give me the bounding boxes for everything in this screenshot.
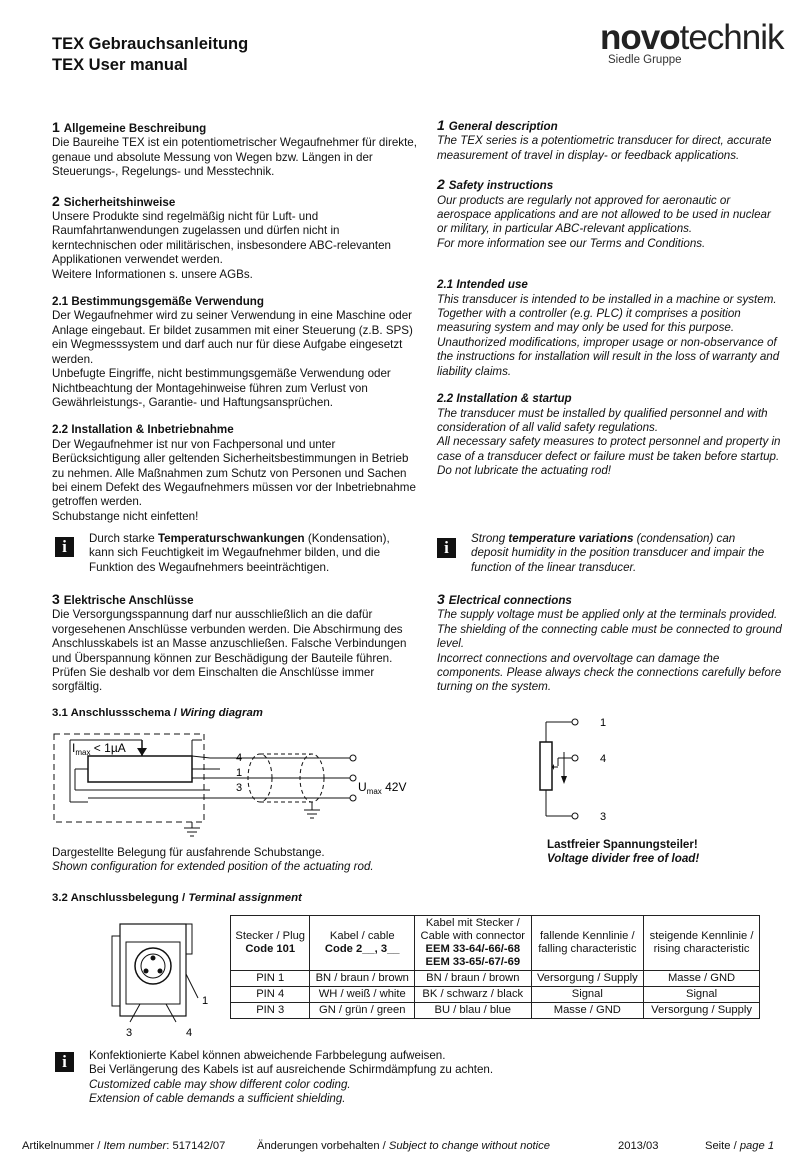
divider-pin-4: 4 [600, 753, 607, 765]
document-title: TEX Gebrauchsanleitung TEX User manual [52, 35, 249, 74]
novotechnik-logo: novotechnik [600, 18, 784, 57]
en-s21-body1: This transducer is intended to be installed in a machine or system. Together with a controller (e.g. PLC) it comprises a position measuring system and may only be used for this purpose. [437, 292, 777, 335]
en-s1-body: The TEX series is a potentiometric transducer for direct, accurate measurement of travel in display- or feedback applications. [437, 134, 772, 162]
de-s2-more: Weitere Informationen s. unsere AGBs. [52, 267, 253, 281]
plug-socket [135, 948, 171, 984]
wiring-heading: 3.1 Anschlussschema / Wiring diagram [52, 707, 263, 719]
en-s21-heading: 2.1 Intended use [437, 278, 528, 292]
info-icon: i [55, 1052, 74, 1072]
wiring-caption: Dargestellte Belegung für ausfahrende Schubstange. Shown configuration for extended position of the actuating rod. [52, 846, 374, 874]
en-s21-body2: Unauthorized modifications, improper usage or non-observance of the instructions for installation will result in the loss of warranty and liability claims. [437, 335, 780, 378]
en-s22-body3: Do not lubricate the actuating rod! [437, 464, 612, 478]
de-s2-heading: 2 Sicherheitshinweise [52, 192, 176, 209]
en-s2-heading: 2 Safety instructions [437, 176, 554, 193]
col-falling: fallende Kennlinie / falling characteristic [531, 916, 644, 971]
en-s2-body: Our products are regularly not approved for aeronautic or aerospace applications and are not allowed to be used in nuclear or military, in particular ABC-relevant applications. [437, 193, 771, 236]
info-icon: i [437, 538, 456, 558]
table-row: PIN 1 BN / braun / brown BN / braun / brown Versorgung / Supply Masse / GND [231, 971, 760, 987]
plug-pin-4: 4 [186, 1027, 193, 1039]
terminal-notes: Konfektionierte Kabel können abweichende Farbbelegung aufweisen. Bei Verlängerung des Kabels ist auf ausreichende Schirmdämpfung zu achten. Customized cable may show different color coding. Extension of cable demands a sufficient shielding. [89, 1049, 494, 1106]
terminal-circle [350, 795, 356, 801]
en-s3-body2: Incorrect connections and overvoltage can damage the components. Please always check the connections carefully before turning on the system. [437, 651, 782, 694]
resistor [88, 756, 192, 782]
pin-label-4: 4 [236, 752, 243, 764]
de-s22-body1: Der Wegaufnehmer ist nur von Fachpersonal und unter Berücksichtigung aller geltenden Sicherheitsbestimmungen in Betrieb zu nehmen. Alle Maßnahmen zum Schutz von Personen und Sachen bei einem Defekt des Wegaufnehmers müssen vor der Inbetriebnahme getroffen werden. [52, 437, 416, 509]
en-s3-body1: The supply voltage must be applied only at the terminals provided. The shielding of the connecting cable must be connected to ground level. [437, 608, 782, 651]
de-s22-heading: 2.2 Installation & Inbetriebnahme [52, 423, 234, 437]
logo-subtitle: Siedle Gruppe [608, 54, 682, 66]
table-row: PIN 3 GN / grün / green BU / blau / blue Masse / GND Versorgung / Supply [231, 1003, 760, 1019]
de-s3-heading: 3 Elektrische Anschlüsse [52, 591, 194, 607]
terminal-heading: 3.2 Anschlussbelegung / Terminal assignment [52, 892, 302, 904]
imax-label: $I_{max} < 1\mu A$ [72, 741, 126, 757]
plug-pin-1: 1 [202, 995, 209, 1007]
terminal-table [230, 915, 760, 1019]
pin-label-1: 1 [236, 767, 243, 779]
info-icon: i [55, 537, 74, 557]
col-rising: steigende Kennlinie / rising characteristic [644, 916, 760, 971]
footer-change-notice: Änderungen vorbehalten / Subject to change without notice [257, 1140, 550, 1152]
divider-arrow [561, 776, 567, 784]
de-s1-heading: 1 Allgemeine Beschreibung [52, 119, 207, 135]
de-s3 [52, 592, 422, 695]
divider-caption: Lastfreier Spannungsteiler! Voltage divider free of load! [547, 838, 700, 866]
col-cable: Kabel / cable Code 2__, 3__ [310, 916, 415, 971]
wiper-arrow [137, 748, 147, 756]
de-column [52, 120, 422, 524]
en-s22-heading: 2.2 Installation & startup [437, 392, 572, 406]
divider-pin-3: 3 [600, 811, 607, 823]
de-s3-body: Die Versorgungsspannung darf nur ausschließlich an die dafür vorgesehenen Anschlüsse verbunden werden. Die Abschirmung des Anschlusskabels ist an Masse anzuschließen. Falsche Verbindungen und Überspannung können zur Beschädigung der Bauteile führen. Prüfen Sie deshalb vor dem Einschalten die Anschlüsse immer sorgfältig. [52, 608, 407, 694]
col-plug: Stecker / Plug Code 101 [231, 916, 310, 971]
terminal-circle [350, 775, 356, 781]
de-s21-heading: 2.1 Bestimmungsgemäße Verwendung [52, 295, 264, 309]
footer-page: Seite / page 1 [705, 1140, 775, 1152]
pin-label-3: 3 [236, 782, 243, 794]
en-note: Strong temperature variations (condensation) can deposit humidity in the position transducer and impair the function of the linear transducer. [471, 532, 765, 574]
de-s22-body2: Schubstange nicht einfetten! [52, 509, 199, 523]
umax-label: $U_{max}$ 42V [358, 780, 407, 796]
en-s1-heading: 1 General description [437, 117, 558, 133]
table-row: PIN 4 WH / weiß / white BK / schwarz / black Signal Signal [231, 987, 760, 1003]
en-s3-heading: 3 Electrical connections [437, 591, 572, 607]
en-s2-more: For more information see our Terms and Conditions. [437, 236, 706, 250]
en-s22-body1: The transducer must be installed by qualified personnel and with consideration of all valid safety regulations. [437, 406, 768, 434]
de-s1-body: Die Baureihe TEX ist ein potentiometrischer Wegaufnehmer für direkte, genaue und absolute Messung von Wegen bzw. Längen in der Steuerungs-, Regelungs- und Messtechnik. [52, 136, 417, 179]
de-s21-body1: Der Wegaufnehmer wird zu seiner Verwendung in eine Maschine oder Anlage eingebaut. Er bildet zusammen mit einer Steuerung (z.B. SPS) ein Wegmesssystem und darf auch nur für diese Aufgabe eingesetzt werden. [52, 309, 413, 366]
en-column [437, 118, 782, 479]
de-note: Durch starke Temperaturschwankungen (Kondensation), kann sich Feuchtigkeit im Wegaufnehmer bilden, und die Funktion des Wegaufnehmers beeinträchtigen. [89, 532, 390, 574]
col-cable-connector: Kabel mit Stecker / Cable with connector EEM 33-64/-66/-68 EEM 33-65/-67/-69 [415, 916, 532, 971]
de-s21-body2: Unbefugte Eingriffe, nicht bestimmungsgemäße Verwendung oder Nichtbeachtung der Montagehinweise führen zum Verlust von Gewährleistungs-, Garantie- und Haftungsansprüchen. [52, 367, 391, 409]
footer-item-number: Artikelnummer / Item number: 517142/07 [22, 1140, 226, 1152]
voltage-divider-diagram [520, 712, 640, 827]
terminal-circle [350, 755, 356, 761]
table-header-row [231, 916, 760, 971]
plug-pin-3: 3 [126, 1027, 133, 1039]
wiring-diagram [50, 730, 430, 840]
footer-date: 2013/03 [618, 1140, 659, 1152]
divider-pin-1: 1 [600, 717, 607, 729]
en-s22-body2: All necessary safety measures to protect personnel and property in case of a transducer defect or failure must be taken before startup. [437, 435, 781, 463]
divider-resistor [540, 742, 552, 790]
de-s2-body: Unsere Produkte sind regelmäßig nicht für Luft- und Raumfahrtanwendungen zugelassen und dürfen nicht in kerntechnischen oder militärischen, insbesondere ABC-relevanten Applikationen verwendet werden. [52, 210, 391, 267]
en-s3 [437, 592, 782, 695]
plug-drawing [110, 914, 220, 1039]
